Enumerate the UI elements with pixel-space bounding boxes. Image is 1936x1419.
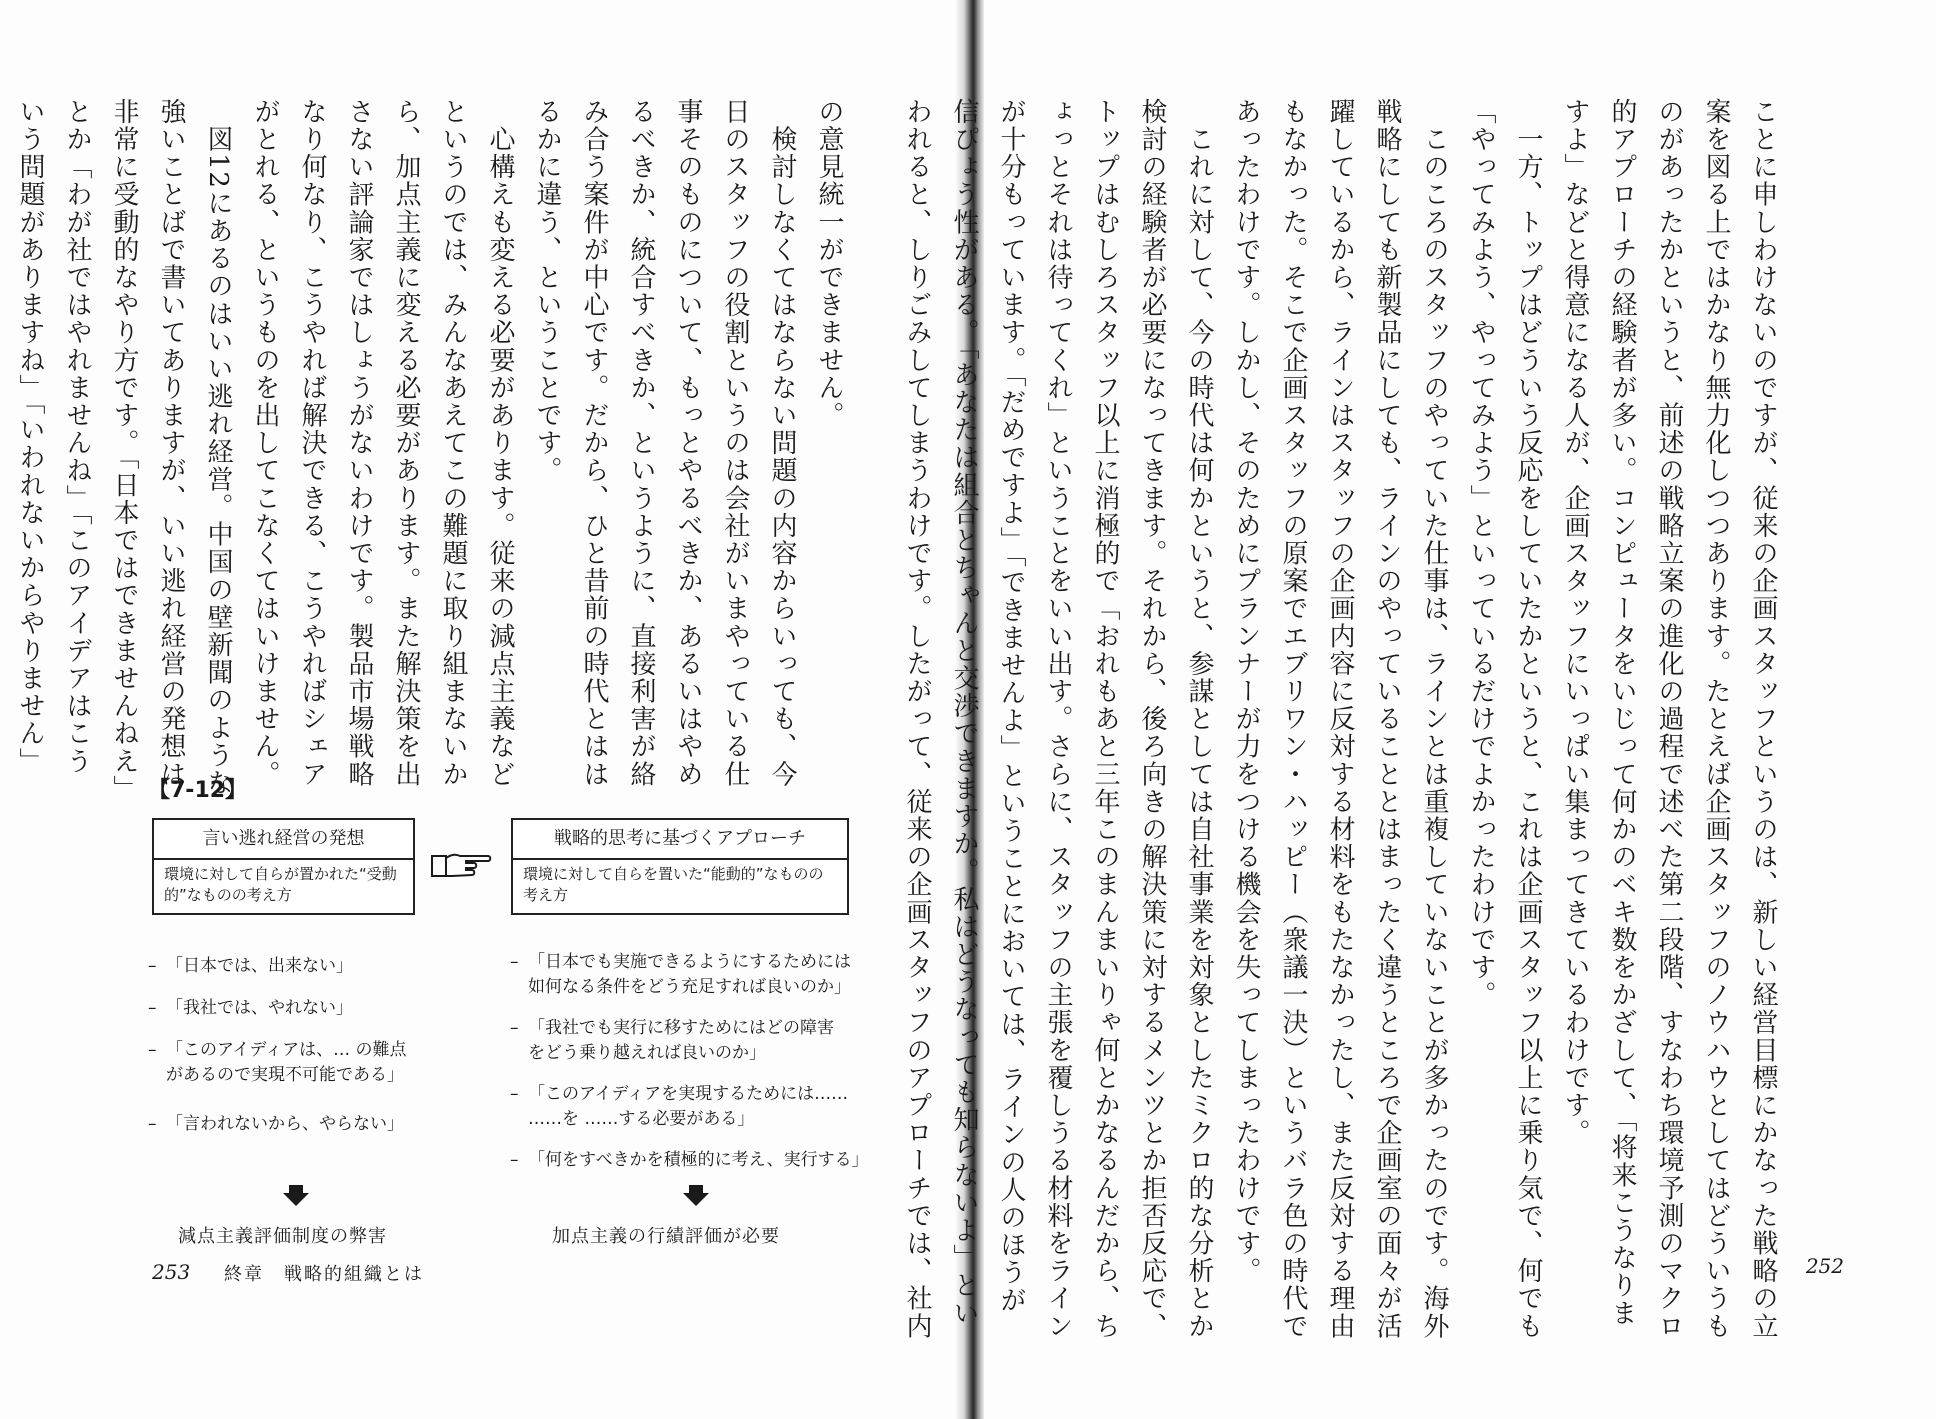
text-line: み合う案件が中心です。だから、ひと昔前の時代とはは: [579, 98, 609, 788]
text-line: 非常に受動的なやり方です。「日本ではできませんねえ」: [109, 98, 139, 803]
text-line: なり何なり、こうやれば解決できる、こうやればシェア: [297, 98, 327, 788]
passive-example: – 「我社では、やれない」: [148, 996, 407, 1021]
text-line: このころのスタッフのやっていた仕事は、ラインとは重複していないことが多かったのです。海外: [1419, 98, 1449, 1340]
figure-label: 【7-12】: [148, 778, 248, 803]
text-line: のがあったかというと、前述の戦略立案の進化の過程で述べた第二段階、すなわち環境予測のマクロ: [1654, 98, 1684, 1340]
text-line: ょっとそれは待ってくれ」ということをいい出す。さらに、スタッフの主張を覆しうる材料をライン: [1043, 98, 1073, 1340]
pointing-hand-icon: [430, 848, 492, 882]
text-line: ことに申しわけないのですが、従来の企画スタッフというのは、新しい経営目標にかなった戦略の立: [1748, 98, 1778, 1340]
text-line: 心構えも変える必要があります。従来の減点主義など: [485, 98, 515, 788]
page-number-left: 253: [152, 1260, 191, 1284]
text-line: 「やってみよう、やってみよう」といっているだけでよかったわけです。: [1466, 98, 1496, 1009]
down-arrow-icon: [683, 1193, 709, 1206]
text-line: ら、加点主義に変える必要があります。また解決策を出: [391, 98, 421, 788]
strategic-examples-list: [510, 950, 869, 1189]
passive-example: – 「このアイディアは、… の難点 があるので実現不可能である」: [148, 1038, 407, 1088]
strategic-thinking-title: 戦略的思考に基づくアプローチ: [513, 820, 847, 860]
text-line: 一方、トップはどういう反応をしていたかというと、これは企画スタッフ以上に乗り気で、何でも: [1513, 98, 1543, 1340]
text-line: とか「わが社ではやれませんね」「このアイデアはこう: [62, 98, 92, 775]
text-line: もなかった。そこで企画スタッフの原案でエブリワン・ハッピー（衆議一決）というバラ色の時代で: [1278, 98, 1308, 1340]
text-line: 的アプローチの経験者が多い。コンピュータをいじって何かのベキ数をかざして、「将来こうなりま: [1607, 98, 1637, 1327]
text-line: が十分もっています。「だめですよ」「できませんよ」ということにおいては、ラインの人のほうが: [996, 98, 1026, 1314]
text-line: トップはむしろスタッフ以上に消極的で「おれもあと三年このまんまいりゃ何とかなるんだから、ち: [1090, 98, 1120, 1340]
strategic-example: – 「何をすべきかを積極的に考え、実行する」: [510, 1148, 869, 1173]
text-line: 案を図る上ではかなり無力化しつつあります。たとえば企画スタッフのノウハウとしてはどういうも: [1701, 98, 1731, 1340]
page-number-right: 252: [1805, 1254, 1844, 1278]
down-arrow-icon: [283, 1193, 309, 1206]
text-line: これに対して、今の時代は何かというと、参謀としては自社事業を対象としたミクロ的な分析とか: [1184, 98, 1214, 1340]
text-line: あったわけです。しかし、そのためにプランナーが力をつける機会を失ってしまったわけです。: [1231, 98, 1261, 1285]
text-line: 戦略にしても新製品にしても、ラインのやっていることとはまったく違うところで企画室の面々が活: [1372, 98, 1402, 1340]
passive-example: – 「日本では、出来ない」: [148, 954, 407, 979]
text-line: 図12にあるのはいい逃れ経営。中国の壁新聞のような: [203, 98, 233, 797]
strategic-conclusion: 加点主義の行績評価が必要: [552, 1226, 780, 1247]
left-page: [0, 0, 962, 1419]
text-line: るべきか、統合すべきか、というように、直接利害が絡: [626, 98, 656, 788]
passive-examples-list: [148, 954, 407, 1154]
passive-thinking-box: [152, 818, 415, 915]
text-line: 信ぴょう性がある。「あなたは組合とちゃんと交渉できますか。私はどうなっても知らないよ」とい: [949, 98, 979, 1327]
text-line: 事そのものについて、もっとやるべきか、あるいはやめ: [673, 98, 703, 788]
passive-example: – 「言われないから、やらない」: [148, 1112, 407, 1137]
right-body-text: [893, 98, 1786, 1340]
text-line: がとれる、というものを出してこなくてはいけません。: [250, 98, 280, 788]
text-line: いう問題がありますね」「いわれないからやりません」: [15, 98, 45, 775]
strategic-example: – 「このアイディアを実現するためには…… ……を ……する必要がある」: [510, 1082, 869, 1132]
text-line: 強いことばで書いてありますが、いい逃れ経営の発想は: [156, 98, 186, 788]
text-line: すよ」などと得意になる人が、企画スタッフにいっぱい集まってきているわけです。: [1560, 98, 1590, 1147]
passive-thinking-body: 環境に対して自らが置かれた“受動的”なものの考え方: [164, 865, 397, 904]
text-line: 検討しなくてはならない問題の内容からいっても、今: [767, 98, 797, 788]
passive-thinking-title: 言い逃れ経営の発想: [154, 820, 413, 860]
strategic-example: – 「日本でも実施できるようにするためには 如何なる条件をどう充足すれば良いのか」: [510, 950, 869, 1000]
passive-conclusion: 減点主義評価制度の弊害: [178, 1226, 387, 1247]
text-line: 検討の経験者が必要になってきます。それから、後ろ向きの解決策に対するメンツとか拒否反応で、: [1137, 98, 1167, 1340]
right-page: [902, 0, 1936, 1419]
text-line: 日のスタッフの役割というのは会社がいまやっている仕: [720, 98, 750, 788]
strategic-thinking-body: 環境に対して自らを置いた“能動的”なものの考え方: [523, 865, 824, 904]
text-line: 躍しているから、ラインはスタッフの企画内容に反対する材料をもたなかったし、また反対する理由: [1325, 98, 1355, 1340]
text-line: というのでは、みんなあえてこの難題に取り組まないか: [438, 98, 468, 788]
running-head: 終章 戦略的組織とは: [224, 1264, 424, 1285]
text-line: るかに違う、ということです。: [532, 98, 562, 485]
strategic-thinking-box: [511, 818, 849, 915]
text-line: われると、しりごみしてしまうわけです。したがって、従来の企画スタッフのアプローチでは、社内: [902, 98, 932, 1340]
text-line: の意見統一ができません。: [814, 98, 844, 430]
text-line: [0, 98, 6, 738]
strategic-example: – 「我社でも実行に移すためにはどの障害 をどう乗り越えれば良いのか」: [510, 1016, 869, 1066]
text-line: さない評論家ではしょうがないわけです。製品市場戦略: [344, 98, 374, 788]
